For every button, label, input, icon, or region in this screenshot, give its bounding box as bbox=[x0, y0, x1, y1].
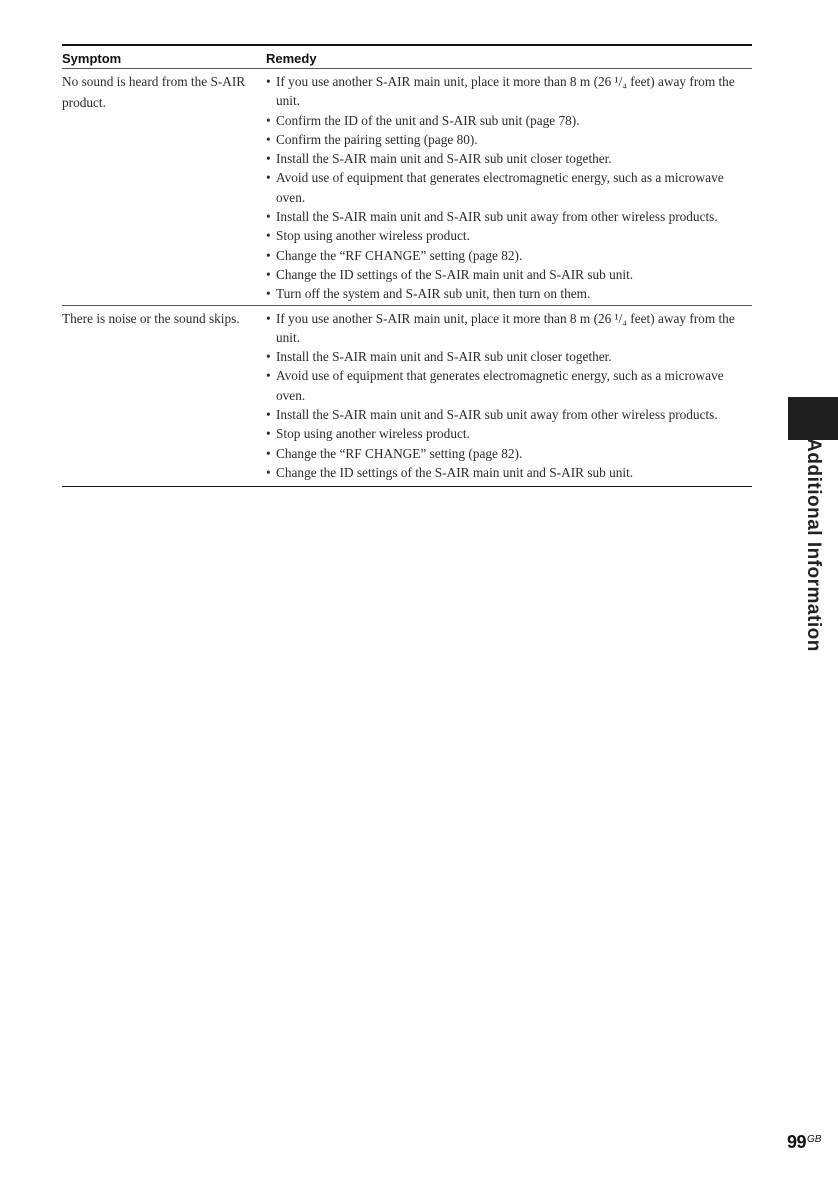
header-remedy: Remedy bbox=[266, 50, 317, 66]
symptom-cell: No sound is heard from the S-AIR product. bbox=[62, 74, 246, 110]
page-number-value: 99 bbox=[787, 1132, 807, 1152]
remedy-item: • Install the S-AIR main unit and S-AIR sub unit closer together. bbox=[266, 347, 752, 366]
remedy-item: • Stop using another wireless product. bbox=[266, 424, 752, 443]
remedy-list bbox=[266, 72, 752, 304]
remedy-item: • Change the ID settings of the S-AIR main unit and S-AIR sub unit. bbox=[266, 265, 752, 284]
section-tab-marker bbox=[788, 397, 838, 440]
troubleshooting-table bbox=[62, 44, 752, 487]
remedy-item: • Install the S-AIR main unit and S-AIR sub unit away from other wireless products. bbox=[266, 405, 752, 424]
remedy-item: • Confirm the pairing setting (page 80). bbox=[266, 130, 752, 149]
table-row bbox=[62, 305, 752, 488]
remedy-item: • Change the ID settings of the S-AIR main unit and S-AIR sub unit. bbox=[266, 463, 752, 482]
remedy-item: • Change the “RF CHANGE” setting (page 82). bbox=[266, 246, 752, 265]
remedy-item: • Install the S-AIR main unit and S-AIR sub unit away from other wireless products. bbox=[266, 207, 752, 226]
page-number-suffix: GB bbox=[807, 1134, 822, 1145]
table-row bbox=[62, 69, 752, 305]
table-header bbox=[62, 46, 752, 69]
remedy-list bbox=[266, 309, 752, 483]
remedy-item: • Confirm the ID of the unit and S-AIR sub unit (page 78). bbox=[266, 111, 752, 130]
section-tab-label: Additional Information bbox=[803, 438, 824, 652]
page-number bbox=[787, 1132, 821, 1153]
remedy-item: • Install the S-AIR main unit and S-AIR sub unit closer together. bbox=[266, 149, 752, 168]
remedy-item: • If you use another S-AIR main unit, place it more than 8 m (26 ¹/₄ feet) away from the unit. bbox=[266, 309, 752, 348]
remedy-item: • Turn off the system and S-AIR sub unit, then turn on them. bbox=[266, 284, 752, 303]
remedy-item: • Stop using another wireless product. bbox=[266, 226, 752, 245]
remedy-item: • If you use another S-AIR main unit, place it more than 8 m (26 ¹/₄ feet) away from the unit. bbox=[266, 72, 752, 111]
remedy-item: • Avoid use of equipment that generates electromagnetic energy, such as a microwave oven. bbox=[266, 366, 752, 405]
table-body bbox=[62, 69, 752, 487]
remedy-item: • Avoid use of equipment that generates electromagnetic energy, such as a microwave oven. bbox=[266, 168, 752, 207]
symptom-cell: There is noise or the sound skips. bbox=[62, 310, 240, 326]
header-symptom: Symptom bbox=[62, 50, 122, 66]
remedy-item: • Change the “RF CHANGE” setting (page 82). bbox=[266, 444, 752, 463]
